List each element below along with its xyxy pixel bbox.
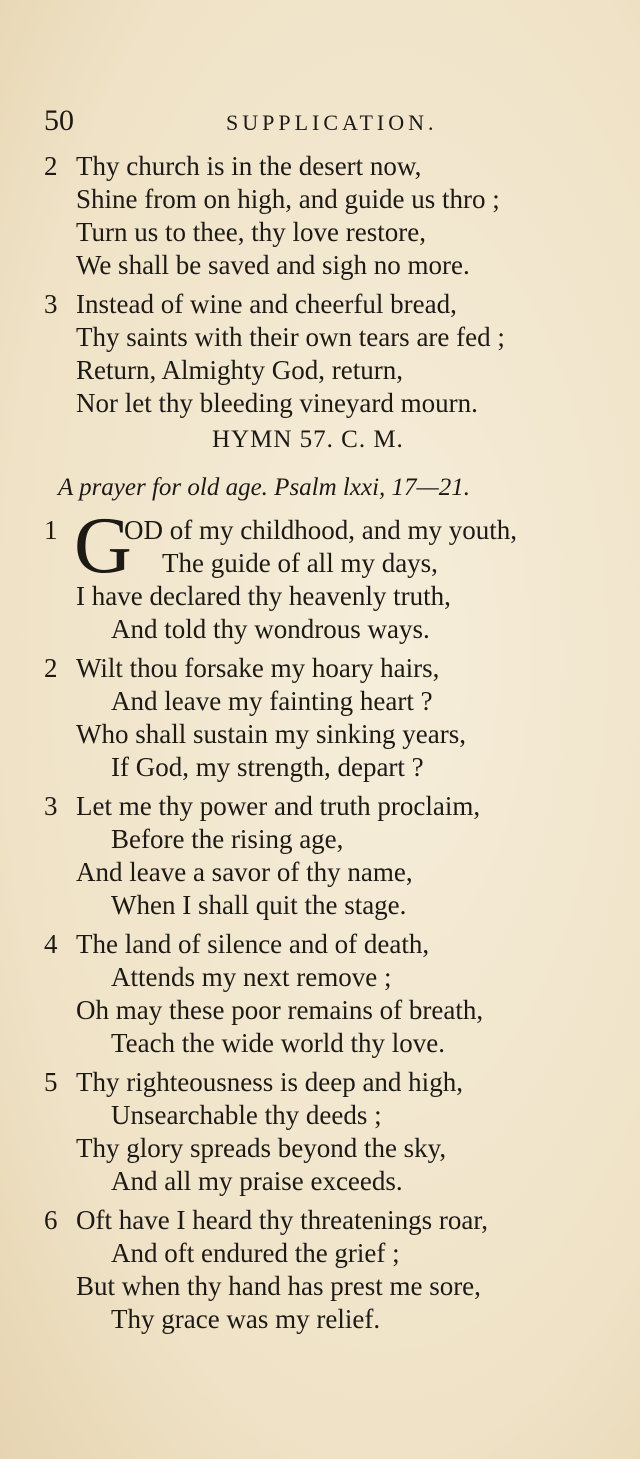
page-header xyxy=(44,104,604,144)
hymn57-stanza-6 xyxy=(44,1204,640,1336)
verse-line: And leave my fainting heart ? xyxy=(111,686,433,716)
verse-line: Wilt thou forsake my hoary hairs, xyxy=(76,653,440,683)
verse-line: But when thy hand has prest me sore, xyxy=(76,1271,481,1301)
stanza-number: 1 xyxy=(44,515,58,545)
verse-line: Shine from on high, and guide us thro ; xyxy=(76,184,500,214)
stanza-2-prev-hymn xyxy=(44,150,640,282)
stanza-number: 3 xyxy=(44,289,58,319)
verse-line: OD of my childhood, and my youth, xyxy=(124,515,517,545)
verse-line: And oft endured the grief ; xyxy=(111,1238,400,1268)
hymn57-stanza-2 xyxy=(44,652,640,784)
verse-line: I have declared thy heavenly truth, xyxy=(76,581,451,611)
verse-line: Instead of wine and cheerful bread, xyxy=(76,289,457,319)
verse-line: Return, Almighty God, return, xyxy=(76,355,403,385)
verse-line: Nor let thy bleeding vineyard mourn. xyxy=(76,388,478,418)
verse-line: Oft have I heard thy threatenings roar, xyxy=(76,1205,489,1235)
verse-line: And all my praise exceeds. xyxy=(111,1166,403,1196)
hymn57-stanza-3 xyxy=(44,790,640,922)
verse-line: And told thy wondrous ways. xyxy=(111,614,430,644)
stanza-number: 3 xyxy=(44,791,58,821)
verse-line: Before the rising age, xyxy=(111,824,344,854)
verse-line: Oh may these poor remains of breath, xyxy=(76,995,484,1025)
stanza-number: 4 xyxy=(44,929,58,959)
verse-line: Teach the wide world thy love. xyxy=(111,1028,446,1058)
verse-line: Who shall sustain my sinking years, xyxy=(76,719,466,749)
verse-line: Unsearchable thy deeds ; xyxy=(111,1100,382,1130)
stanza-number: 2 xyxy=(44,653,58,683)
verse-line: And leave a savor of thy name, xyxy=(76,857,413,887)
verse-line: If God, my strength, depart ? xyxy=(111,752,424,782)
hymn-subtitle: A prayer for old age. Psalm lxxi, 17—21. xyxy=(58,474,470,501)
verse-line: Thy grace was my relief. xyxy=(111,1304,381,1334)
stanza-3-prev-hymn xyxy=(44,288,640,420)
hymn-title: HYMN 57. C. M. xyxy=(212,426,404,453)
verse-line: The guide of all my days, xyxy=(162,548,438,578)
stanza-number: 5 xyxy=(44,1067,58,1097)
verse-line: Thy righteousness is deep and high, xyxy=(76,1067,463,1097)
verse-line: Thy glory spreads beyond the sky, xyxy=(76,1133,447,1163)
page-number: 50 xyxy=(44,104,74,137)
verse-line: When I shall quit the stage. xyxy=(111,890,407,920)
hymn57-stanza-5 xyxy=(44,1066,640,1198)
verse-line: Thy church is in the desert now, xyxy=(76,151,422,181)
verse-line: Let me thy power and truth proclaim, xyxy=(76,791,481,821)
hymn57-stanza-1 xyxy=(44,502,640,646)
verse-line: We shall be saved and sigh no more. xyxy=(76,250,470,280)
stanza-number: 2 xyxy=(44,151,58,181)
hymn57-stanza-4 xyxy=(44,928,640,1060)
verse-line: Thy saints with their own tears are fed ; xyxy=(76,322,505,352)
verse-line: Turn us to thee, thy love restore, xyxy=(76,217,426,247)
verse-line: Attends my next remove ; xyxy=(111,962,392,992)
drop-cap: G xyxy=(74,502,132,590)
running-head: SUPPLICATION. xyxy=(226,110,438,135)
stanza-number: 6 xyxy=(44,1205,58,1235)
verse-line: The land of silence and of death, xyxy=(76,929,430,959)
